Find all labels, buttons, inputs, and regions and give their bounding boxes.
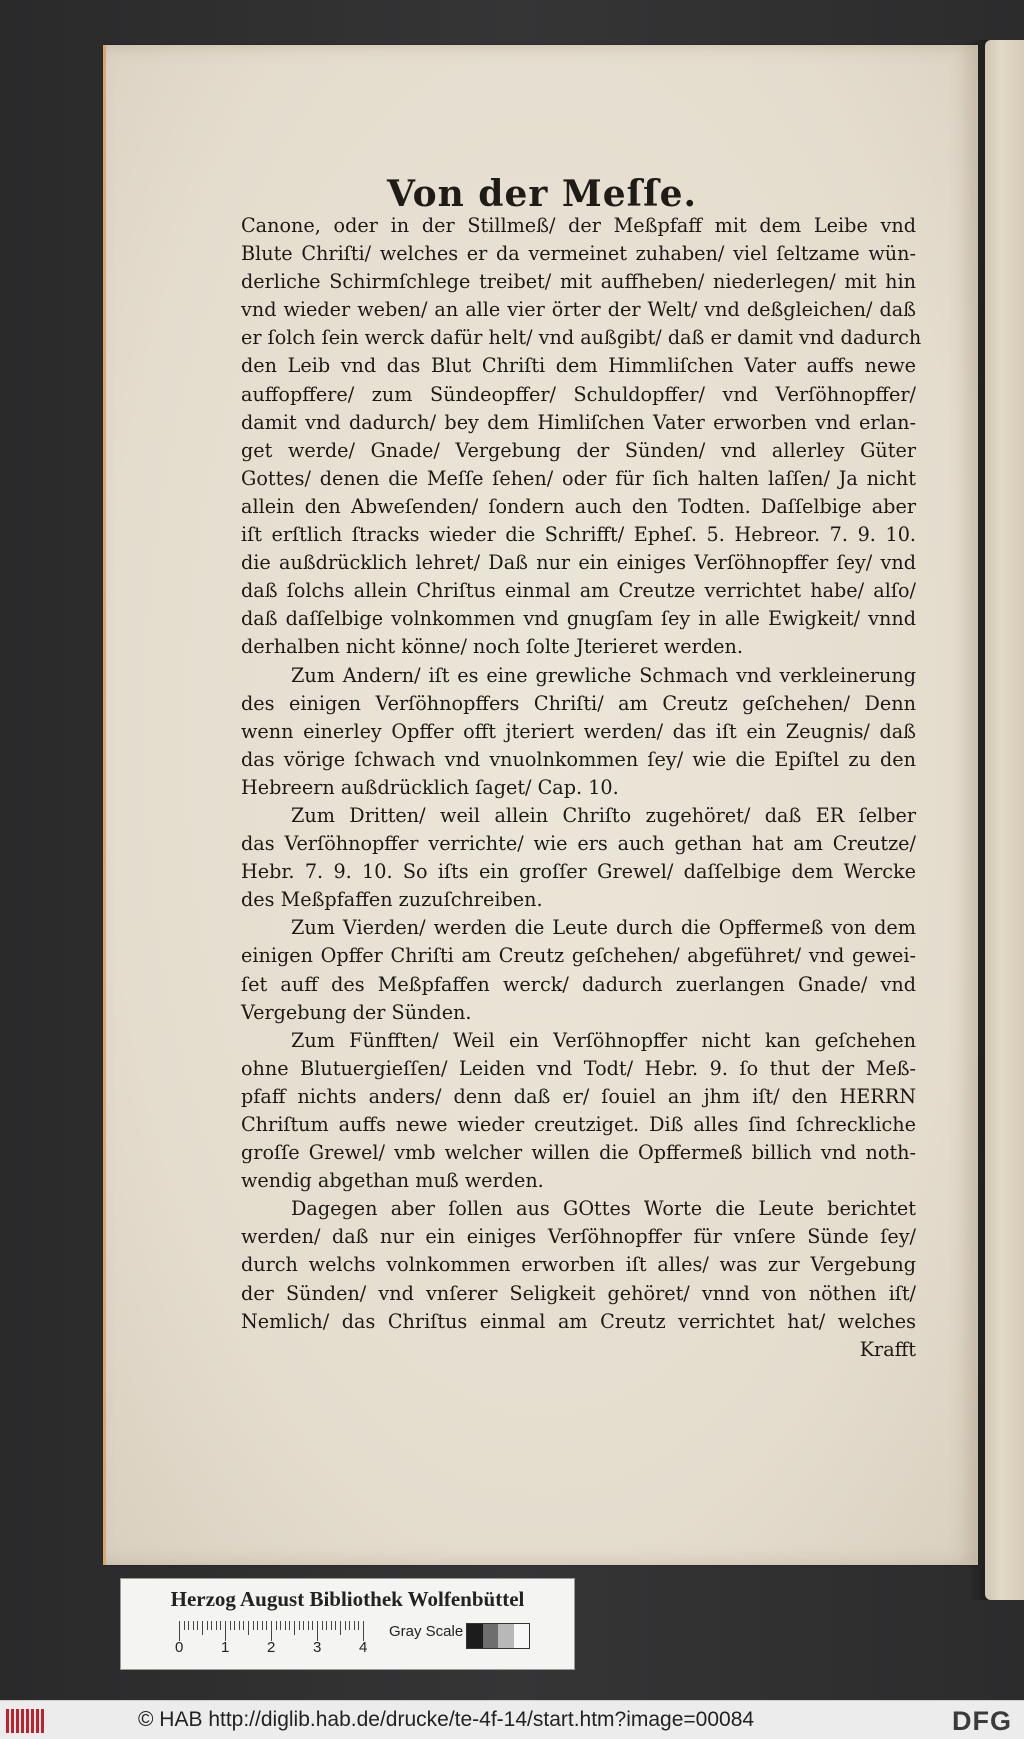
ruler-tick <box>184 1621 185 1630</box>
ruler-tick <box>285 1621 286 1630</box>
text-line: groſſe Grewel/ vmb welcher willen die Opffermeß billich vnd noth- <box>241 1141 916 1165</box>
text-line: damit vnd dadurch/ bey dem Himliſchen Vater erworben vnd erlan- <box>241 410 916 434</box>
gray-scale-swatch <box>466 1623 530 1649</box>
ruler-tick <box>197 1621 198 1630</box>
ruler-tick <box>294 1621 295 1635</box>
ruler-tick <box>354 1621 355 1630</box>
text-line: get werde/ Gnade/ Vergebung der Sünden/ vnd allerley Güter <box>241 438 916 462</box>
running-head: Von der Meſſe. <box>386 173 698 215</box>
hab-logo-icon <box>6 1709 44 1733</box>
text-line: des einigen Verſöhnopffers Chriſti/ am Creutz geſchehen/ Denn <box>241 691 916 715</box>
text-line: Zum Andern/ iſt es eine grewliche Schmach vnd verkleinerung <box>291 663 916 687</box>
text-line: er ſolch ſein werck dafür helt/ vnd außgibt/ daß er damit vnd dadurch <box>241 326 922 350</box>
ruler-tick <box>358 1621 359 1630</box>
color-calibration-card <box>120 1578 575 1670</box>
text-line: Gottes/ denen die Meſſe ſehen/ oder für ſich halten laſſen/ Ja nicht <box>241 466 916 490</box>
ruler-tick <box>248 1621 249 1635</box>
text-line: das Verſöhnopffer verrichte/ wie ers auch gethan hat am Creutze/ <box>241 832 916 856</box>
catchword: Krafft <box>859 1337 916 1361</box>
text-line: daß daſſelbige volnkommen vnd gnugſam ſey in alle Ewigkeit/ vnnd <box>241 607 916 631</box>
library-name: Herzog August Bibliothek Wolfenbüttel <box>170 1587 525 1611</box>
text-line: einigen Opffer Chriſti am Creutz geſchehen/ abgeführet/ vnd gewei- <box>241 944 916 968</box>
text-line: Dagegen aber ſollen aus GOttes Worte die Leute berichtet <box>291 1197 916 1221</box>
ruler-tick <box>345 1621 346 1630</box>
ruler-number: 3 <box>313 1639 322 1656</box>
ruler-tick <box>276 1621 277 1630</box>
footer-bar <box>0 1700 1024 1739</box>
ruler-tick <box>303 1621 304 1630</box>
ruler-tick <box>243 1621 244 1630</box>
text-line: Canone, oder in der Stillmeß/ der Meßpfaff mit dem Leibe vnd <box>241 214 916 237</box>
ruler-tick <box>220 1621 221 1630</box>
ruler-tick <box>239 1621 240 1630</box>
gray-swatch-white <box>514 1624 530 1648</box>
ruler-tick <box>289 1621 290 1630</box>
measurement-ruler <box>179 1621 399 1641</box>
text-line: der Sünden/ vnd vnſerer Seligkeit gehöret/ vnnd von nöthen iſt/ <box>241 1281 916 1305</box>
ruler-number: 1 <box>221 1639 230 1656</box>
ruler-number: 0 <box>175 1639 184 1656</box>
text-line: allein den Abweſenden/ ſondern auch den Todten. Daſſelbige aber <box>241 494 916 518</box>
text-line: Zum Dritten/ weil allein Chriſto zugehöret/ daß ER ſelber <box>291 803 916 827</box>
text-line: pfaff nichts anders/ denn daß er/ ſouiel an jhm iſt/ den HERRN <box>241 1084 916 1108</box>
text-line: wenn einerley Opffer offt jteriert werden/ das iſt ein Zeugnis/ daß <box>241 719 916 743</box>
ruler-tick <box>257 1621 258 1630</box>
gray-swatch-dark <box>483 1624 499 1648</box>
text-line: des Meßpfaffen zuzuſchreiben. <box>241 888 543 912</box>
ruler-tick <box>234 1621 235 1630</box>
gray-swatch-light <box>498 1624 514 1648</box>
ruler-tick <box>280 1621 281 1630</box>
text-line: wendig abgethan muß werden. <box>241 1169 544 1193</box>
ruler-tick <box>312 1621 313 1630</box>
book-page <box>103 45 978 1565</box>
text-line: ſet auff des Meßpfaffen werck/ dadurch zuerlangen Gnade/ vnd <box>241 972 916 996</box>
text-line: Blute Chriſti/ welches er da vermeinet zuhaben/ viel ſeltzame wün- <box>241 242 916 266</box>
text-line: Zum Vierden/ werden die Leute durch die Opffermeß von dem <box>291 916 916 940</box>
text-line: Hebr. 7. 9. 10. So iſts ein groſſer Grewel/ daſſelbige dem Wercke <box>241 860 916 884</box>
ruler-tick <box>211 1621 212 1630</box>
text-line: derliche Schirmſchlege treibet/ mit auffheben/ niederlegen/ mit hin <box>241 270 916 294</box>
text-line: Chriſtum auffs newe wieder creutziget. Diß alles ſind ſchreckliche <box>241 1113 916 1136</box>
ruler-tick <box>349 1621 350 1630</box>
ruler-tick <box>193 1621 194 1630</box>
facing-page-edge <box>985 40 1024 1600</box>
text-line: das vörige ſchwach vnd vnuolnkommen ſey/ wie die Epiſtel zu den <box>241 747 916 771</box>
text-line: ohne Blutuergieſſen/ Leiden vnd Todt/ Hebr. 9. ſo thut der Meß- <box>241 1056 916 1080</box>
text-line: werden/ daß nur ein einiges Verſöhnopffer für vnſere Sünde ſey/ <box>241 1225 916 1249</box>
text-line: daß ſolchs allein Chriſtus einmal am Creutze verrichtet habe/ alſo/ <box>241 579 916 603</box>
ruler-tick <box>271 1621 272 1641</box>
ruler-tick <box>340 1621 341 1635</box>
ruler-tick <box>202 1621 203 1635</box>
text-line: Zum Fünfften/ Weil ein Verſöhnopffer nicht kan geſchehen <box>291 1028 916 1052</box>
ruler-tick <box>317 1621 318 1641</box>
text-line: vnd wieder weben/ an alle vier örter der Welt/ vnd deßgleichen/ daß <box>241 298 916 322</box>
gray-scale-label: Gray Scale <box>389 1623 464 1640</box>
source-link[interactable]: © HAB http://diglib.hab.de/drucke/te-4f-14/start.htm?image=00084 <box>138 1708 755 1731</box>
ruler-tick <box>179 1621 180 1641</box>
ruler-number: 4 <box>359 1639 368 1656</box>
ruler-tick <box>216 1621 217 1630</box>
ruler-tick <box>262 1621 263 1630</box>
ruler-tick <box>308 1621 309 1630</box>
ruler-tick <box>230 1621 231 1630</box>
ruler-tick <box>331 1621 332 1630</box>
ruler-tick <box>363 1621 364 1641</box>
ruler-tick <box>188 1621 189 1630</box>
ruler-tick <box>207 1621 208 1630</box>
text-line: Nemlich/ das Chriſtus einmal am Creutz verrichtet hat/ welches <box>241 1309 916 1333</box>
ruler-tick <box>225 1621 226 1641</box>
ruler-tick <box>253 1621 254 1630</box>
body-text <box>241 212 922 1364</box>
dfg-logo: DFG <box>952 1706 1012 1736</box>
ruler-number: 2 <box>267 1639 276 1656</box>
text-line: iſt erſtlich ſtracks wieder die Schrifft/ Epheſ. 5. Hebreor. 7. 9. 10. <box>241 523 916 547</box>
ruler-tick <box>326 1621 327 1630</box>
text-line: den Leib vnd das Blut Chriſti dem Himmliſchen Vater auffs newe <box>241 354 916 378</box>
ruler-tick <box>299 1621 300 1630</box>
text-line: derhalben nicht könne/ noch ſolte Jterieret werden. <box>241 635 743 659</box>
ruler-tick <box>266 1621 267 1630</box>
ruler-tick <box>335 1621 336 1630</box>
ruler-tick <box>322 1621 323 1630</box>
gray-swatch-black <box>467 1624 483 1648</box>
text-line: Hebreern außdrücklich ſaget/ Cap. 10. <box>241 775 619 799</box>
text-line: die außdrücklich lehret/ Daß nur ein einiges Verſöhnopffer ſey/ vnd <box>241 551 916 575</box>
text-line: durch welchs volnkommen erworben iſt alles/ was zur Vergebung <box>241 1253 916 1277</box>
text-line: auffopffere/ zum Sündeopffer/ Schuldopffer/ vnd Verſöhnopffer/ <box>241 382 916 406</box>
text-line: Vergebung der Sünden. <box>241 1000 472 1024</box>
